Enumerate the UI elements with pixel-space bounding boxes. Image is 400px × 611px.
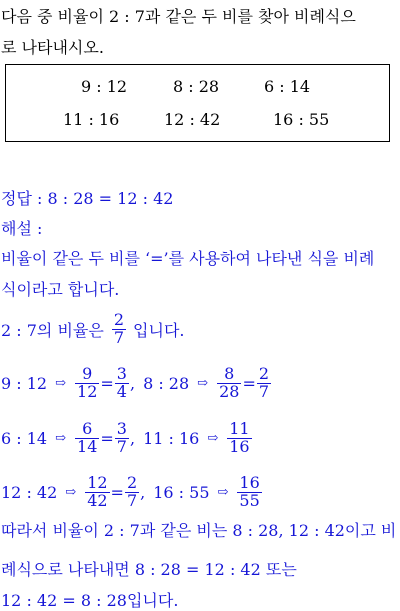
fraction-denominator: 12 [77,381,98,401]
fraction-numerator: 2 [258,364,270,383]
fraction-denominator: 28 [219,381,240,401]
calc-row-1 [1,366,272,401]
option-12-42: 12 : 42 [164,110,221,129]
fraction [217,366,241,401]
equals-sign: = [100,373,114,393]
fraction [125,475,139,510]
conclusion-line-2: 례식으로 나타내면 8 : 28 = 12 : 42 또는 [1,560,297,579]
fraction [227,421,251,456]
ratio-label: 11 : 16 [143,428,200,448]
fraction-numerator: 16 [239,473,260,492]
fraction-numerator: 2 [126,473,138,492]
fraction [237,475,261,510]
fraction-denominator: 55 [239,490,260,510]
ratio-fraction [112,312,126,347]
fraction-numerator: 3 [116,419,127,438]
explanation-heading: 해설 : [1,219,43,238]
explanation-intro-1: 비율이 같은 두 비를 ‘=’를 사용하여 나타낸 식을 비례 [1,249,375,268]
explanation-intro-2: 식이라고 합니다. [1,280,120,299]
ratio-suffix: 입니다. [133,320,185,340]
fraction [85,475,109,510]
arrow-icon: ⇨ [55,375,67,391]
fraction-numerator: 9 [75,366,99,384]
question-line-1: 다음 중 비율이 2 : 7과 같은 두 비를 찾아 비례식으 [1,7,356,26]
ratio-statement [1,312,185,347]
ratio-label: 12 : 42 [1,482,58,502]
fraction-numerator: 2 [113,310,125,329]
fraction-denominator: 16 [229,436,250,456]
arrow-icon: ⇨ [55,430,67,446]
fraction-numerator: 3 [116,364,127,383]
option-6-14: 6 : 14 [264,77,311,96]
fraction-denominator: 7 [113,327,125,347]
separator: , [129,428,136,448]
arrow-icon: ⇨ [207,430,219,446]
calc-row-3 [1,475,263,510]
equals-sign: = [110,482,124,502]
conclusion-line-1: 따라서 비율이 2 : 7과 같은 비는 8 : 28, 12 : 42이고 비 [1,521,397,540]
ratio-prefix: 2 : 7의 비율은 [1,320,104,340]
calc-row-2 [1,421,253,456]
arrow-icon: ⇨ [65,484,77,500]
options-box [5,64,390,142]
ratio-label: 6 : 14 [1,428,48,448]
fraction-denominator: 4 [116,381,127,401]
fraction [115,366,129,401]
ratio-label: 9 : 12 [1,373,48,393]
equals-sign: = [242,373,256,393]
fraction-numerator: 6 [75,421,99,439]
fraction-denominator: 7 [258,381,270,401]
fraction-denominator: 42 [87,490,108,510]
separator: , [140,482,146,502]
option-9-12: 9 : 12 [81,77,128,96]
arrow-icon: ⇨ [197,375,209,391]
option-16-55: 16 : 55 [273,110,330,129]
fraction [115,421,129,456]
fraction-denominator: 14 [77,436,98,456]
option-8-28: 8 : 28 [173,77,220,96]
fraction-numerator: 12 [87,473,108,492]
question-line-2: 로 나타내시오. [1,38,104,57]
separator: , [129,373,136,393]
fraction [257,366,271,401]
answer-label: 정답 : 8 : 28 = 12 : 42 [1,189,174,208]
arrow-icon: ⇨ [217,484,229,500]
ratio-label: 8 : 28 [143,373,190,393]
fraction-numerator: 11 [229,419,250,438]
fraction [75,421,99,456]
ratio-label: 16 : 55 [153,482,210,502]
fraction-numerator: 8 [217,366,241,384]
equals-sign: = [100,428,114,448]
option-11-16: 11 : 16 [63,110,120,129]
fraction-denominator: 7 [126,490,138,510]
fraction-denominator: 7 [116,436,127,456]
conclusion-line-3: 12 : 42 = 8 : 28입니다. [1,591,179,610]
fraction [75,366,99,401]
